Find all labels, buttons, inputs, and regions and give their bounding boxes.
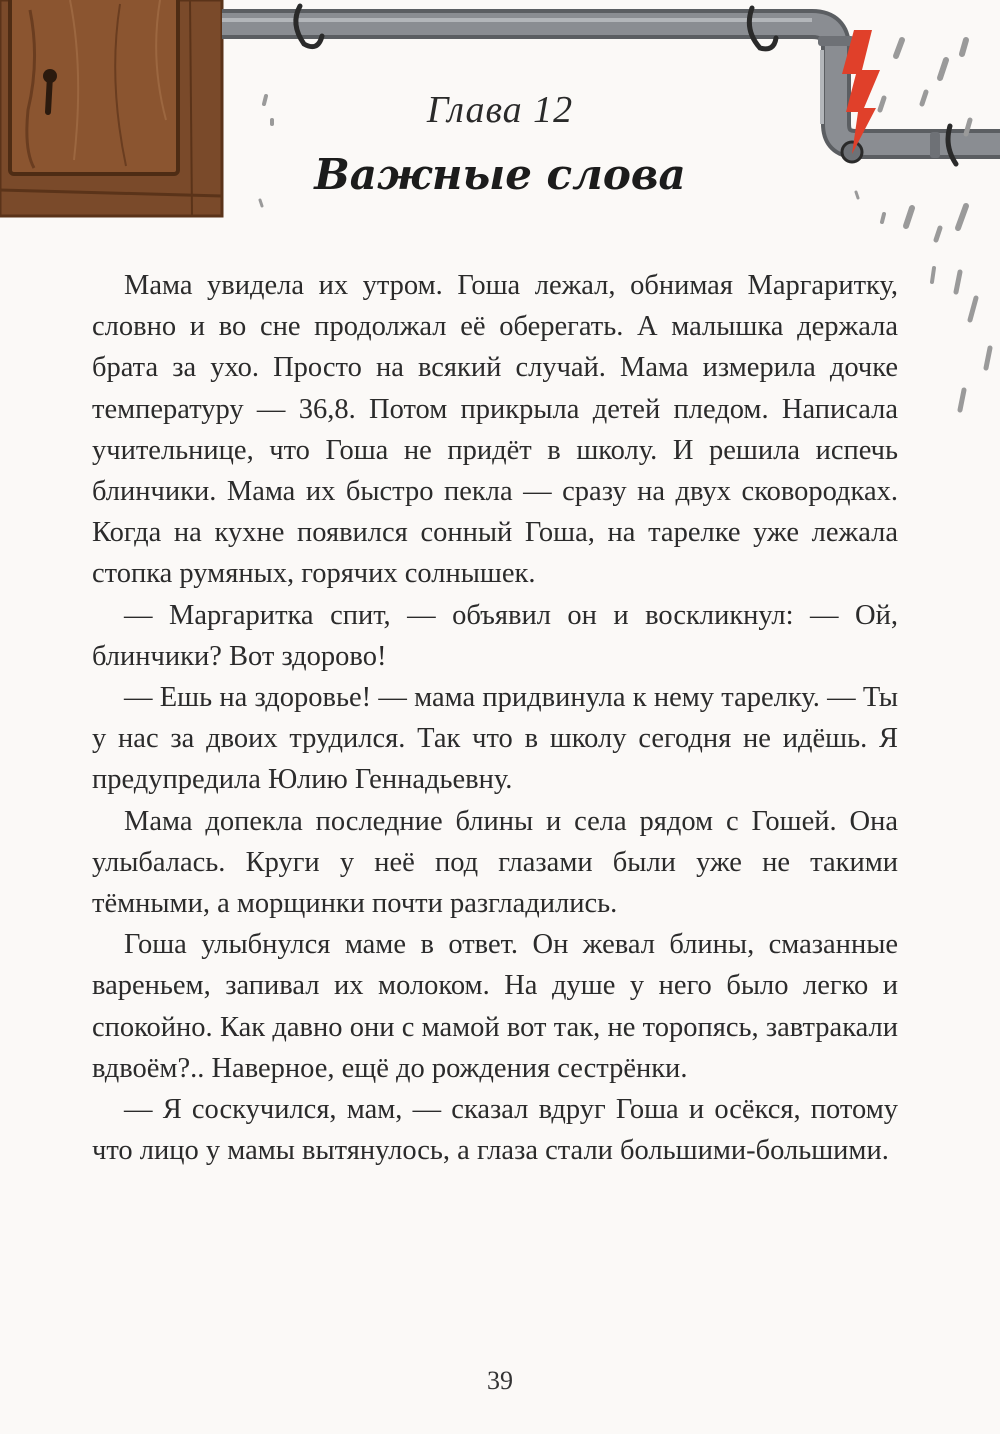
paragraph: — Я соскучился, мам, — сказал вдруг Гоша и осёкся, потому что лицо у мамы вытянулось, а глаза стали большими-большими. (92, 1094, 898, 1167)
paragraph: Мама увидела их утром. Гоша лежал, обнимая Маргаритку, словно и во сне продолжал её оберегать. А малышка держала брата за ухо. Просто на всякий случай. Мама измерила дочке температуру — 36,8. Потом прикрыла детей пледом. Написала учительнице, что Гоша не придёт в школу. И решила испечь блинчики. Мама их быстро пекла — сразу на двух сковородках. Когда на кухне появился сонный Гоша, на тарелке уже лежала стопка румяных, горячих солнышек. (92, 270, 898, 590)
paragraph: Мама допекла последние блины и села рядом с Гошей. Она улыбалась. Круги у неё под глазами были уже не такими тёмными, а морщинки почти разгладились. (92, 805, 898, 920)
chapter-text (92, 265, 898, 1171)
pipe-illustration (222, 6, 1000, 164)
paragraph: — Маргаритка спит, — объявил он и воскликнул: — Ой, блинчики? Вот здорово! (92, 599, 898, 672)
chapter-title: Важные слова (314, 150, 686, 199)
page-number: 39 (487, 1366, 513, 1395)
chapter-number: Глава 12 (426, 89, 574, 131)
paragraph: — Ешь на здоровье! — мама придвинула к нему тарелку. — Ты у нас за двоих трудился. Так что в школу сегодня не идёшь. Я предупредила Юлию Геннадьевну. (92, 682, 898, 796)
paragraph: Гоша улыбнулся маме в ответ. Он жевал блины, смазанные вареньем, запивал их молоком. На душе у него было легко и спокойно. Как давно они с мамой вот так, не торопясь, завтракали вдвоём?.. Наверное, ещё до рождения сестрёнки. (92, 929, 898, 1084)
